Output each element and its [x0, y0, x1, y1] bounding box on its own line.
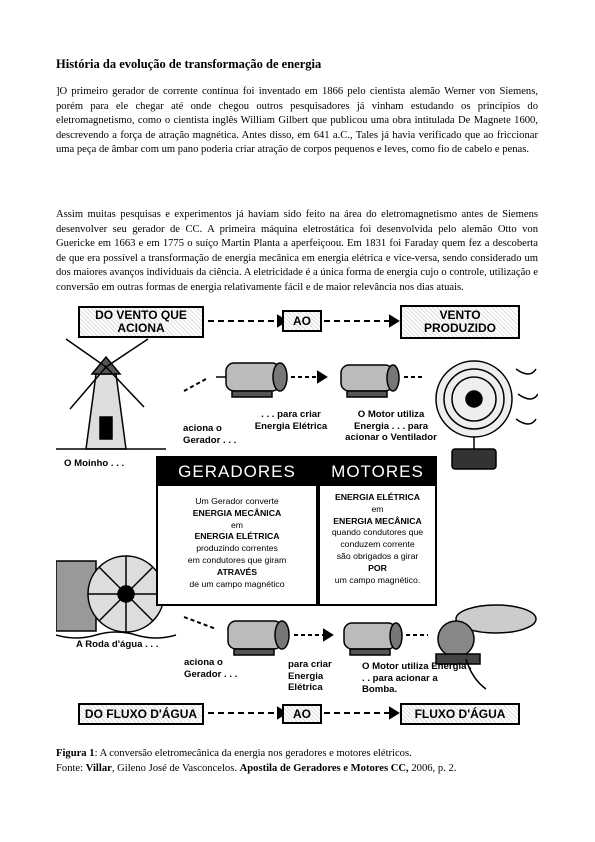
motores-header: MOTORES	[320, 458, 435, 486]
generators-motors-panel	[156, 456, 437, 606]
motores-line-1: ENERGIA ELÉTRICA	[334, 492, 421, 502]
motores-line-4: quando condutores que	[331, 527, 424, 538]
figure-label: Figura 1	[56, 748, 95, 759]
label-aciona-gerador-top: aciona o Gerador . . .	[183, 423, 237, 446]
generator-top-illustration	[216, 363, 287, 397]
motor-top-illustration	[341, 365, 399, 397]
geradores-line-1: Um Gerador converte	[195, 496, 279, 506]
paragraph-2: Assim muitas pesquisas e experimentos já haviam sido feito na área do eletromagnetismo antes de Siemens desenvolver seu gerador de CC. A primeira máquina eletrostática foi desenvolvida pelo alemão Otto von Guericke em 1663 e em 1775 o suíço Martin Planta a aperfeiçoou. Em 1831 foi Faraday quem fez a descoberta de que era possível a transformação de energia mecânica em energia elétrica e vice-versa, sendo considerado um dos maiores avanços individuais da ciência. A eletricidade é a única forma de energia cujo o controle, utilização e conversão em outras formas de energia relativamente fácil e de maior relevância nos dias atuais.	[56, 209, 538, 293]
label-aciona-gerador-bottom: aciona o Gerador . . .	[184, 657, 238, 680]
motores-line-2: em	[371, 503, 384, 514]
banner-ao-bottom: AO	[282, 704, 322, 724]
motores-line-5: conduzem corrente	[340, 539, 415, 550]
motores-line-6: são obrigados a girar	[336, 550, 419, 561]
work-title: Apostila de Geradores e Motores CC,	[239, 762, 409, 774]
banner-ao-top: AO	[282, 310, 322, 332]
geradores-line-4: ENERGIA ELÉTRICA	[194, 531, 280, 542]
label-roda-dagua: A Roda d'água . . .	[76, 639, 159, 650]
geradores-text	[158, 496, 316, 590]
geradores-line-5: produzindo correntes	[196, 543, 278, 554]
figure-caption	[56, 747, 456, 776]
fan-illustration	[436, 361, 538, 469]
geradores-line-7: ATRAVÉS	[216, 566, 258, 577]
geradores-line-6: em condutores que giram	[187, 554, 287, 565]
banner-fluxo-dagua: FLUXO D'ÁGUA	[400, 703, 520, 725]
generator-bottom-illustration	[228, 621, 289, 655]
motores-text	[320, 492, 435, 586]
banner-vento-produzido: VENTO PRODUZIDO	[400, 305, 520, 339]
geradores-line-2: ENERGIA MECÂNICA	[192, 507, 282, 518]
banner-do-fluxo-dagua: DO FLUXO D'ÁGUA	[78, 703, 204, 725]
fonte-label: Fonte:	[56, 762, 86, 774]
label-para-criar-bottom: para criar Energia Elétrica	[288, 659, 332, 693]
label-para-criar-top: . . . para criar Energia Elétrica	[254, 409, 328, 432]
energy-conversion-figure	[56, 299, 538, 736]
label-motor-bottom: O Motor utiliza Energia . . . para acionar a Bomba.	[362, 661, 472, 695]
figure-description: : A conversão eletromecânica da energia nos geradores e motores elétricos.	[94, 748, 412, 759]
label-motor-top: O Motor utiliza Energia . . . para acionar o Ventilador	[345, 409, 437, 443]
author-surname: Villar	[85, 762, 112, 774]
caption-line-1	[56, 747, 456, 762]
motor-bottom-illustration	[344, 623, 402, 655]
motores-line-8: um campo magnético.	[334, 574, 421, 585]
motores-line-3: ENERGIA MECÂNICA	[333, 515, 422, 526]
caption-line-2	[56, 762, 456, 777]
motores-line-7: POR	[368, 562, 387, 573]
banner-do-vento-que-aciona: DO VENTO QUE ACIONA	[78, 306, 204, 338]
paragraph-1: ]O primeiro gerador de corrente contínua foi inventado em 1866 pelo cientista alemão Werner von Siemens, porém para ele chegar até onde chegou outros pesquisadores já vinham estudando os princípios do eletromagnetismo, como o cientista inglês William Gilbert que publicou uma obra intitulada De Magnete 1600, descrevendo a força de atração magnética. Antes disso, em 641 a.C., Tales já havia verificado que ao friccionar uma peça de âmbar com um pano poderia criar atração de corpos pequenos e leves, como fio de cabelo e penas.	[56, 86, 538, 156]
author-rest: , Gileno José de Vasconcelos.	[111, 762, 240, 774]
geradores-header: GERADORES	[158, 458, 316, 486]
geradores-line-3: em	[230, 519, 244, 530]
page-title: História da evolução de transformação de energia	[56, 57, 322, 71]
label-moinho: O Moinho . . .	[64, 458, 125, 469]
work-year-page: 2006, p. 2.	[408, 762, 457, 774]
windmill-illustration	[56, 339, 166, 449]
geradores-line-8: de um campo magnético	[189, 578, 285, 589]
